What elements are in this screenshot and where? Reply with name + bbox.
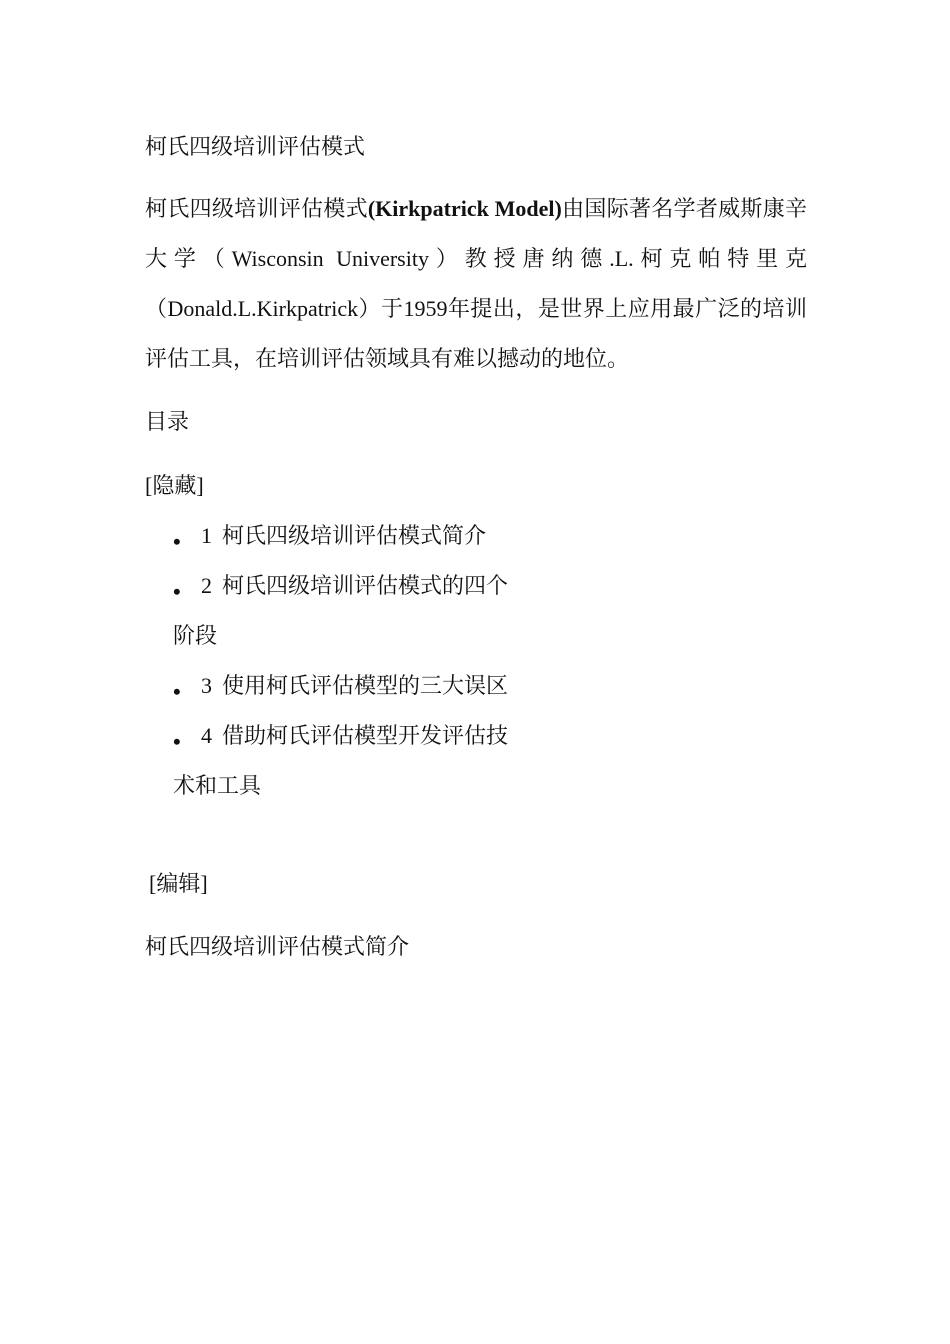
toc-item-number: 4: [201, 723, 212, 748]
document-title: 柯氏四级培训评估模式: [145, 134, 366, 159]
toc-item[interactable]: [173, 511, 533, 561]
toc-item[interactable]: [173, 661, 533, 711]
intro-bold-term: (Kirkpatrick Model): [367, 196, 562, 221]
bullet-icon: •: [173, 729, 181, 754]
toc-hide-link[interactable]: [隐藏]: [145, 473, 204, 498]
toc-item[interactable]: [173, 561, 533, 661]
toc-item-text[interactable]: 借助柯氏评估模型开发评估技: [222, 723, 509, 748]
toc-item-number: 2: [201, 573, 212, 598]
toc-item-number: 1: [201, 523, 212, 548]
bullet-icon: •: [173, 529, 181, 554]
bullet-icon: •: [173, 579, 181, 604]
intro-text-2: 由国际著名学者威斯康辛大学（Wisconsin University）教授唐纳德.L.柯克帕特里克（Donald.L.Kirkpatrick）于1959年提出，是世界上应用最广泛的培训评估工具，在培训评估领域具有难以撼动的地位。: [145, 196, 807, 371]
toc-item-text[interactable]: 柯氏四级培训评估模式的四个: [222, 573, 509, 598]
toc-item[interactable]: [173, 711, 533, 811]
toc-item-text[interactable]: 柯氏四级培训评估模式简介: [222, 523, 487, 548]
toc-item-text-continued[interactable]: 术和工具: [173, 773, 262, 798]
toc-item-number: 3: [201, 673, 212, 698]
section-title: 柯氏四级培训评估模式简介: [145, 934, 410, 959]
intro-text-1: 柯氏四级培训评估模式: [145, 196, 368, 221]
intro-paragraph: [145, 184, 807, 384]
edit-link[interactable]: [编辑]: [149, 871, 208, 896]
bullet-icon: •: [173, 679, 181, 704]
toc-item-text[interactable]: 使用柯氏评估模型的三大误区: [222, 673, 509, 698]
toc-item-text-continued[interactable]: 阶段: [173, 623, 218, 648]
toc-title: 目录: [145, 409, 190, 434]
toc-list: [173, 511, 533, 811]
